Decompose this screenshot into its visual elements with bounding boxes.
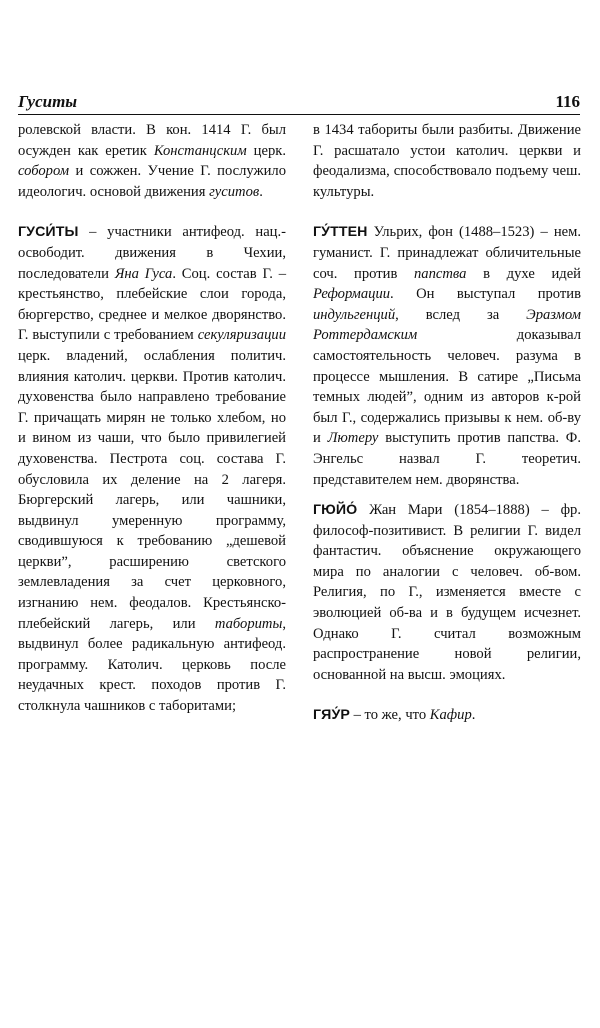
right-column — [313, 120, 581, 726]
entry-guyau — [313, 500, 581, 685]
entry-headword: ГУ́ТТЕН — [313, 224, 368, 241]
entry-headword: ГЯУ́Р — [313, 707, 350, 724]
page-number: 116 — [555, 92, 580, 111]
entry-headword: ГЮЙО́ — [313, 502, 358, 519]
text-run: церк. владений, ослабления политич. влияния католич. церкви. Против католич. духовенства было направлено требование Г. причащать мирян не только хлебом, но и вином из чаши, что было привилегией духовенства. Пестрота соц. состава Г. обусловила их деление на 2 лагеря. Бюргерский лагерь, или чашники, выдвинул умеренную программу, сводившуюся к требованию „дешевой церкви”, расширению светского землевладения за счет церковного, изгнанию нем. феодалов. Крестьянско-плебейский лагерь, или — [18, 347, 286, 632]
cross-reference: папства — [414, 265, 467, 282]
entry-body: – то же, что — [349, 707, 430, 724]
text-run: ролевской власти. В кон. 1414 Г. был осужден как еретик — [18, 122, 286, 159]
text-run: . — [259, 183, 263, 200]
text-run: в духе идей — [466, 265, 581, 282]
text-run: , вслед за — [395, 306, 527, 323]
cross-reference: гуситов — [209, 183, 260, 200]
cross-reference: Лютеру — [327, 430, 379, 447]
cross-reference: табориты — [214, 615, 283, 632]
entry-headword: ГУСИ́ТЫ — [18, 224, 79, 241]
text-run: , выдвинул более радикальную антифеод. программу. Католич. церковь после неудачных крест. походов против Г. столкнула чашников с таборитами; — [18, 615, 286, 715]
cross-reference: Эразмом Роттердамским — [313, 306, 581, 344]
entry-body — [18, 224, 286, 714]
text-run: Ульрих, фон (1488–1523) – нем. гуманист. Г. принадлежат обличительные соч. против — [313, 224, 581, 282]
entry-hutten — [313, 222, 581, 490]
cross-reference: Кафир — [429, 707, 472, 724]
entry-continuation-hus — [18, 120, 286, 202]
entry-body — [313, 224, 581, 487]
page-header — [18, 88, 580, 115]
cross-reference: Яна Гуса — [114, 265, 173, 282]
text-run: церк. — [246, 142, 286, 159]
text-run: и сожжен. Учение Г. послужило идеологич. основой движения — [18, 163, 286, 200]
text-run: . Соц. состав Г. – крестьянство, плебейские слои города, бюргерство, среднее и мелкое дворянство. Г. выступили с требованием — [18, 265, 286, 344]
text-run: выступить против папства. Ф. Энгельс назвал Г. теоретич. представителем нем. дворянства. — [313, 430, 581, 488]
text-run: доказывал самостоятельность человеч. разума в процессе мышления. В сатире „Письма темных людей”, одним из авторов к-рой был Г., содержались призывы к нем. об-ву и — [313, 327, 581, 447]
cross-reference: Реформации — [313, 286, 391, 303]
text-run: . Он выступал против — [390, 286, 581, 303]
text-run: – участники антифеод. нац.-освободит. движения в Чехии, последователи — [18, 224, 286, 282]
entry-giaour — [313, 705, 581, 726]
entry-body: Жан Мари (1854–1888) – фр. философ-позитивист. В религии Г. видел фантастич. объяснение окружающего мира по аналогии с человеч. об-вом. Религия, по Г., изменяется вместе с эволюцией об-ва и в будущем исчезнет. Однако Г. считал возможным распространение новой религии, основанной на высш. эмоциях. — [313, 502, 581, 683]
cross-reference: секуляризации — [197, 327, 286, 344]
entry-continuation-hussites: в 1434 табориты были разбиты. Движение Г. расшатало устои католич. церкви и феодализма, способствовало подъему чеш. культуры. — [313, 122, 581, 200]
cross-reference: собором — [18, 163, 70, 180]
entry-body-end: . — [471, 707, 476, 724]
running-head: Гуситы — [18, 92, 78, 111]
cross-reference: Констанцским — [153, 142, 247, 159]
left-column — [18, 120, 286, 717]
cross-reference: индульгенций — [313, 306, 396, 323]
entry-hussites — [18, 222, 286, 716]
